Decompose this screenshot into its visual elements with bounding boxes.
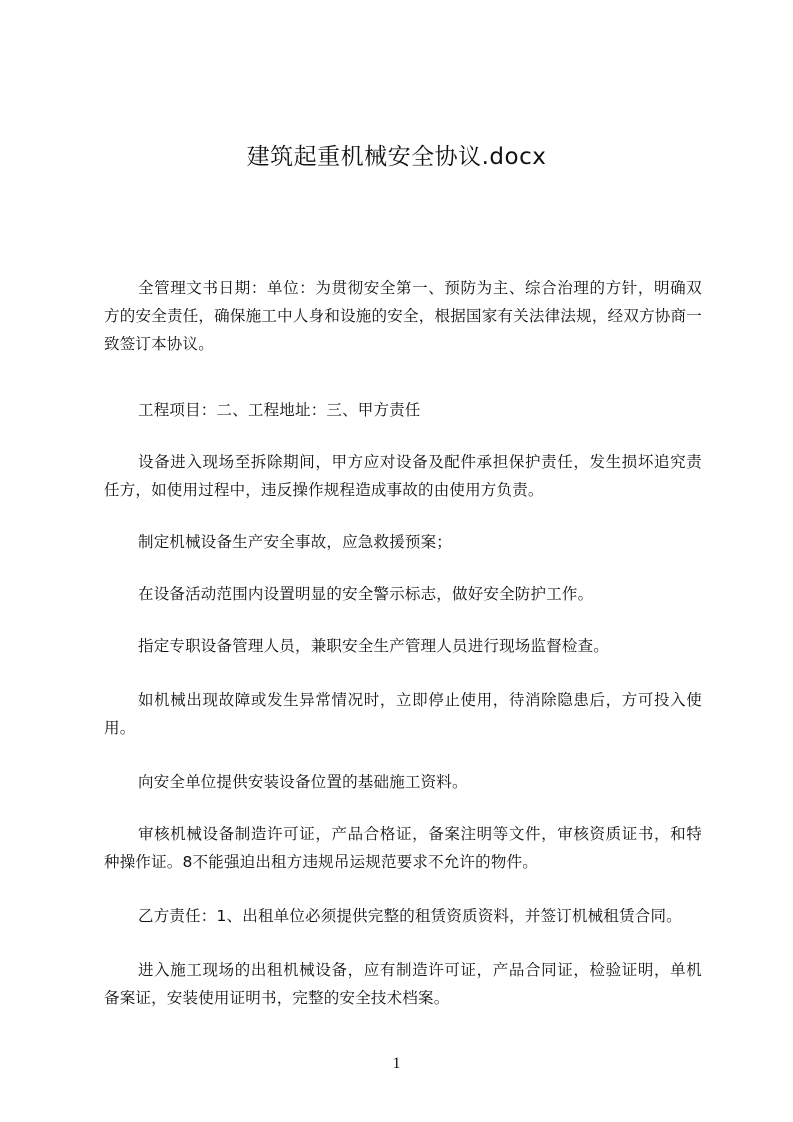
page-number: 1 <box>392 1055 401 1072</box>
paragraph-equipment-certificates: 进入施工现场的出租机械设备，应有制造许可证，产品合同证，检验证明，单机备案证，安装使用证明书，完整的安全技术档案。 <box>104 961 702 1007</box>
paragraph-license-review: 审核机械设备制造许可证，产品合格证，备案注明等文件，审核资质证书，和特种操作证。8不能强迫出租方违规吊运规范要求不允许的物件。 <box>104 825 702 871</box>
paragraph-warning-signs: 在设备活动范围内设置明显的安全警示标志，做好安全防护工作。 <box>138 585 594 603</box>
paragraph-preamble: 全管理文书日期：单位：为贯彻安全第一、预防为主、综合治理的方针，明确双方的安全责任，确保施工中人身和设施的安全，根据国家有关法律法规，经双方协商一致签订本协议。 <box>104 279 702 353</box>
paragraph-equipment-protection: 设备进入现场至拆除期间，甲方应对设备及配件承担保护责任，发生损坏追究责任方，如使用过程中，违反操作规程造成事故的由使用方负责。 <box>104 453 702 499</box>
paragraph-project-info: 工程项目：二、工程地址：三、甲方责任 <box>138 401 421 419</box>
paragraph-party-b-duties: 乙方责任：1、出租单位必须提供完整的租赁资质资料，并签订机械租赁合同。 <box>138 907 682 925</box>
paragraph-emergency-plan: 制定机械设备生产安全事故，应急救援预案； <box>138 533 453 551</box>
document-title: 建筑起重机械安全协议.docx <box>246 144 547 170</box>
paragraph-malfunction-stop: 如机械出现故障或发生异常情况时，立即停止使用，待消除隐患后，方可投入使用。 <box>104 691 702 737</box>
paragraph-foundation-data: 向安全单位提供安装设备位置的基础施工资料。 <box>138 773 468 791</box>
paragraph-designated-manager: 指定专职设备管理人员，兼职安全生产管理人员进行现场监督检查。 <box>138 637 610 655</box>
